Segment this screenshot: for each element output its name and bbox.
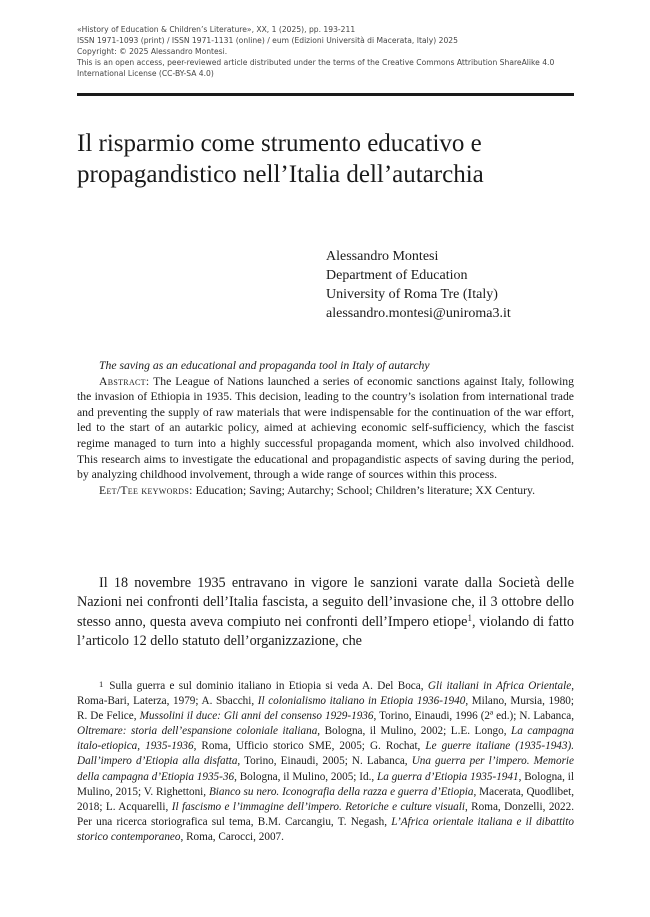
body-text-start: Il 18 novembre 1935 entravano in vigore le sanzioni varate dalla Società delle Nazioni nei confronti dell’Italia fascista, a seguito dell’invasione che, il 3 ottobre dello stesso anno, questa aveva compiuto nei confronti dell’Impero etiope <box>77 575 574 630</box>
footnote-cited-title: La guerra d’Etiopia 1935-1941 <box>377 770 519 783</box>
footnote-cited-title: Una guerra per l’impero. Memorie della campagna d’Etiopia 1935-36 <box>77 755 574 783</box>
masthead-copyright: Copyright: © 2025 Alessandro Montesi. <box>77 47 228 56</box>
keywords-text: Education; Saving; Autarchy; School; Children’s literature; XX Century. <box>195 483 536 497</box>
keywords-label: Eet/Tee keywords: <box>99 483 193 497</box>
masthead-issn: ISSN 1971-1093 (print) / ISSN 1971-1131 (online) / eum (Edizioni Università di Macerata, Italy) 2025 <box>77 36 458 45</box>
header-rule <box>77 93 574 96</box>
footnote-cited-title: Il fascismo e l’immagine dell’impero. Retoriche e culture visuali <box>171 800 465 813</box>
article-title <box>77 128 577 190</box>
author-name: Alessandro Montesi <box>326 249 439 264</box>
author-university: University of Roma Tre (Italy) <box>326 287 498 302</box>
footnote-segment: , Torino, Einaudi, 2005; N. Labanca, <box>237 755 412 768</box>
english-title: The saving as an educational and propaganda tool in Italy of autarchy <box>99 359 430 372</box>
footnote-cited-title: Le guerre italiane (1935-1943). Dall’impero d’Etiopia alla disfatta <box>77 740 574 768</box>
footnote-cited-title: Mussolini il duce: Gli anni del consenso 1929-1936 <box>139 710 374 723</box>
abstract-text: The League of Nations launched a series of economic sanctions against Italy, following the invasion of Ethiopia in 1935. This decision, leading to the country’s isolation from international trade and preventing the supply of raw materials that were indispensable for the continuation of the war effort, led to the start of an autarkic policy, aimed at achieving economic self-sufficiency, which the fascist regime managed to turn into a highly successful propaganda moment, which also involved childhood. This research aims to investigate the educational and propagandistic aspects of saving during the period, by analyzing childhood involvement, through a wide range of sources within this process. <box>77 374 574 482</box>
footnote-segment: , Bologna, il Mulino, 2015; V. Righettoni, <box>77 770 574 798</box>
footnote-cited-title: Gli italiani in Africa Orientale <box>427 680 572 692</box>
footnote-cited-title: Il colonialismo italiano in Etiopia 1936-1940 <box>257 695 466 708</box>
footnote-segment: , Bologna, il Mulino, 2005; Id., <box>234 770 378 783</box>
masthead-citation: «History of Education & Children’s Literature», XX, 1 (2025), pp. 193-211 <box>77 25 356 34</box>
footnote-1 <box>77 677 574 845</box>
masthead-license-line2: International License (CC-BY-SA 4.0) <box>77 69 214 78</box>
article-title-line2: propagandistico nell’Italia dell’autarchia <box>77 161 484 188</box>
abstract-section <box>77 358 574 498</box>
footnote-segment: , Roma, Ufficio storico SME, 2005; G. Rochat, <box>193 740 426 753</box>
footnote-segment: , Macerata, Quodlibet, 2018; L. Acquarelli, <box>77 785 574 813</box>
author-email[interactable]: alessandro.montesi@uniroma3.it <box>326 306 511 321</box>
author-department: Department of Education <box>326 268 468 283</box>
body-text-end: , violando di fatto l’articolo 12 dello statuto dell’organizzazione, che <box>77 613 574 649</box>
abstract-label: Abstract: <box>99 374 150 388</box>
masthead-license-line1: This is an open access, peer-reviewed article distributed under the terms of the Creative Commons Attribution ShareAlike 4.0 <box>77 58 555 67</box>
footnote-segment: , Torino, Einaudi, 1996 (2ª ed.); N. Labanca, <box>373 710 575 723</box>
footnote-segment: , Bologna, il Mulino, 2002; L.E. Longo, <box>317 725 512 738</box>
footnote-cited-title: Bianco su nero. Iconografia della razza e guerra d’Etiopia <box>208 785 474 798</box>
footnote-cited-title: L’Africa orientale italiana e il dibattito storico contemporaneo <box>77 815 574 843</box>
keywords-paragraph <box>77 483 574 499</box>
footnote-reference[interactable]: 1 <box>467 612 472 623</box>
abstract-paragraph <box>77 374 574 483</box>
footnote-segment: , Roma, Donzelli, 2022. Per una ricerca storiografica sul tema, B.M. Carcangiu, T. Negash, <box>77 800 574 828</box>
footnote-number: 1 <box>99 679 104 689</box>
body-paragraph <box>77 574 574 651</box>
footnote-segment: , Roma-Bari, Laterza, 1979; A. Sbacchi, <box>77 680 574 708</box>
author-block <box>326 247 511 323</box>
footnote-segment: Sulla guerra e sul dominio italiano in Etiopia si veda A. Del Boca, <box>109 680 428 692</box>
footnote-cited-title: La campagna italo-etiopica, 1935-1936 <box>77 725 574 753</box>
footnote-cited-title: Oltremare: storia dell’espansione coloniale italiana <box>77 725 318 738</box>
article-title-line1: Il risparmio come strumento educativo e <box>77 130 482 157</box>
journal-masthead <box>77 24 597 79</box>
footnote-segment: , Roma, Carocci, 2007. <box>180 830 284 843</box>
footnote-segment: , Milano, Mursia, 1980; R. De Felice, <box>77 695 575 723</box>
